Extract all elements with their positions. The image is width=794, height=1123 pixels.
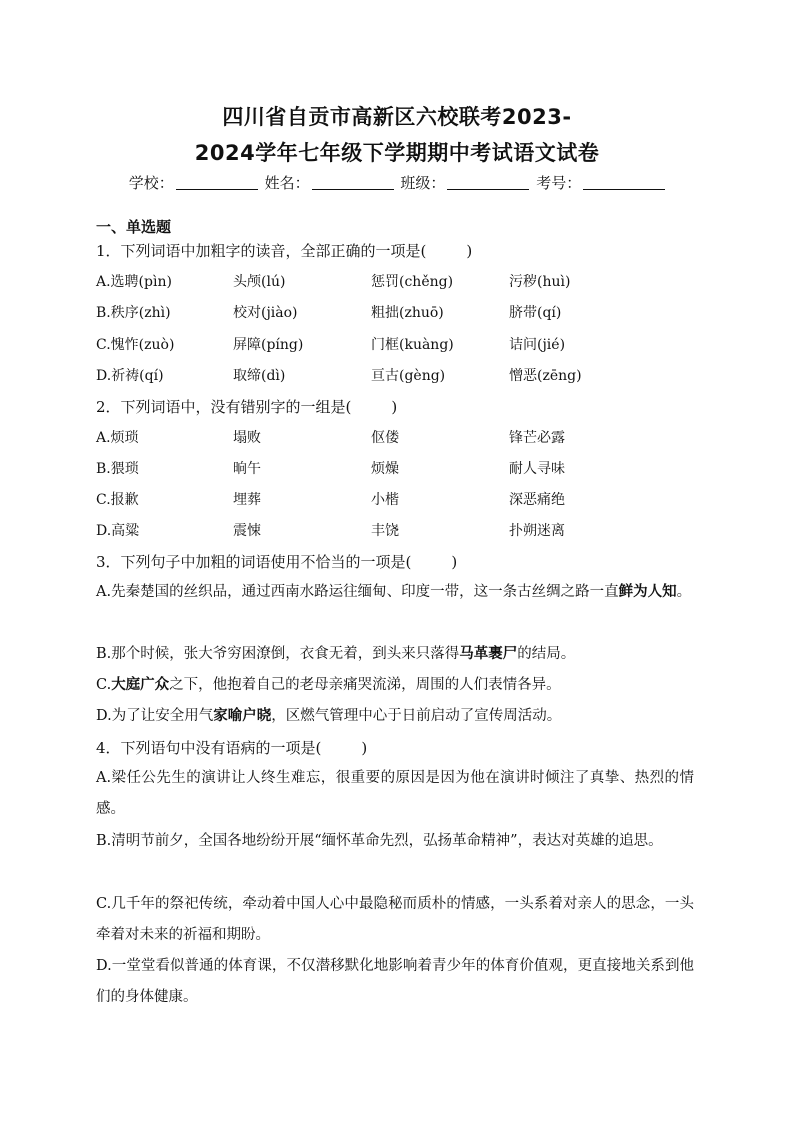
- exam-number-field: [536, 172, 665, 193]
- bold-phrase: 大庭广众: [111, 676, 170, 693]
- q3-option-c[interactable]: C.大庭广众之下，他抱着自己的老母亲痛哭流涕，周围的人们表情各异。: [96, 676, 561, 693]
- q1-option-a[interactable]: A.选聘(pìn): [96, 274, 172, 290]
- name-label: 姓名：: [264, 174, 310, 192]
- q1-option-a-item: 头颅(lú): [233, 274, 286, 290]
- q1-option-d-item: 憎恶(zēng): [509, 368, 582, 384]
- school-label: 学校：: [128, 174, 174, 192]
- name-blank[interactable]: [312, 175, 394, 190]
- q2-option-a[interactable]: A.烦琐: [96, 430, 139, 446]
- question-1-option-row: [96, 365, 716, 385]
- q4-option-b[interactable]: B.清明节前夕，全国各地纷纷开展“缅怀革命先烈，弘扬革命精神”，表达对英雄的追思。: [96, 833, 663, 849]
- q1-option-b-item: 脐带(qí): [509, 305, 562, 321]
- question-2-option-row: [96, 427, 716, 447]
- question-3-stem: 3．下列句子中加粗的词语使用不恰当的一项是( ): [96, 553, 458, 571]
- q2-option-d-item: 震悚: [233, 523, 261, 539]
- q1-option-a-item: 惩罚(chěng): [371, 274, 454, 290]
- q1-option-b-item: 校对(jiào): [233, 305, 298, 321]
- q2-option-c-item: 深恶痛绝: [509, 492, 565, 508]
- school-blank[interactable]: [176, 175, 258, 190]
- q2-option-c[interactable]: C.报歉: [96, 492, 139, 508]
- question-1-stem: 1．下列词语中加粗字的读音，全部正确的一项是( ): [96, 242, 473, 260]
- q2-option-b-item: 晌午: [233, 461, 261, 477]
- school-field: [129, 172, 258, 193]
- exam-title-line-1: 四川省自贡市高新区六校联考2023-: [222, 105, 572, 129]
- exam-title-line-2: 2024学年七年级下学期期中考试语文试卷: [194, 141, 600, 165]
- class-field: [400, 172, 529, 193]
- q1-option-d-item: 取缔(dì): [233, 368, 286, 384]
- q2-option-a-item: 伛偻: [371, 430, 399, 446]
- q3-option-d[interactable]: D.为了让安全用气家喻户晓，区燃气管理中心于日前启动了宣传周活动。: [96, 707, 562, 724]
- question-2-option-row: [96, 458, 716, 478]
- q3-option-a[interactable]: A.先秦楚国的丝织品，通过西南水路运往缅甸、印度一带，这一条古丝绸之路一直鲜为人知。: [96, 583, 692, 600]
- q4-option-a[interactable]: A.梁任公先生的演讲让人终生难忘，很重要的原因是因为他在演讲时倾注了真挚、热烈的情感。: [96, 770, 694, 817]
- exam-number-blank[interactable]: [583, 175, 665, 190]
- question-2-stem: 2．下列词语中，没有错别字的一组是( ): [96, 398, 398, 416]
- bold-phrase: 马革裹尸: [459, 645, 518, 662]
- q1-option-d[interactable]: D.祈祷(qí): [96, 368, 164, 384]
- class-blank[interactable]: [447, 175, 529, 190]
- q2-option-d-item: 扑朔迷离: [509, 523, 565, 539]
- q1-option-c[interactable]: C.愧怍(zuò): [96, 337, 175, 353]
- q2-option-c-item: 小楷: [371, 492, 399, 508]
- q4-option-d[interactable]: D.一堂堂看似普通的体育课，不仅潜移默化地影响着青少年的体育价值观，更直接地关系到他们的身体健康。: [96, 958, 694, 1005]
- question-2-option-row: [96, 520, 716, 540]
- q1-option-c-item: 门框(kuàng): [371, 337, 454, 353]
- q2-option-b[interactable]: B.猥琐: [96, 461, 139, 477]
- q1-option-a-item: 污秽(huì): [509, 274, 571, 290]
- q2-option-d-item: 丰饶: [371, 523, 399, 539]
- question-1-option-row: [96, 271, 716, 291]
- q3-option-b[interactable]: B.那个时候，张大爷穷困潦倒，衣食无着，到头来只落得马革裹尸的结局。: [96, 645, 576, 662]
- question-2-option-row: [96, 489, 716, 509]
- q2-option-a-item: 锋芒必露: [509, 430, 565, 446]
- q1-option-d-item: 亘古(gèng): [371, 368, 446, 384]
- q2-option-b-item: 耐人寻味: [509, 461, 565, 477]
- q2-option-d[interactable]: D.高粱: [96, 523, 140, 539]
- q1-option-b-item: 粗拙(zhuō): [371, 305, 444, 321]
- section-heading: 一、单选题: [96, 218, 172, 236]
- question-1-option-row: [96, 334, 716, 354]
- q4-option-c[interactable]: C.几千年的祭祀传统，牵动着中国人心中最隐秘而质朴的情感，一头系着对亲人的思念，一头牵着对未来的祈福和期盼。: [96, 896, 694, 943]
- question-4-stem: 4．下列语句中没有语病的一项是( ): [96, 739, 368, 757]
- q2-option-b-item: 烦燥: [371, 461, 399, 477]
- bold-phrase: 家喻户晓: [213, 707, 272, 724]
- q2-option-c-item: 埋葬: [233, 492, 261, 508]
- bold-phrase: 鲜为人知: [618, 583, 677, 600]
- q2-option-a-item: 塌败: [233, 430, 261, 446]
- class-label: 班级：: [400, 174, 446, 192]
- exam-number-label: 考号：: [536, 174, 582, 192]
- student-info-row: [0, 172, 794, 193]
- q1-option-b[interactable]: B.秩序(zhì): [96, 305, 171, 321]
- q1-option-c-item: 诘问(jié): [509, 337, 566, 353]
- name-field: [265, 172, 394, 193]
- q1-option-c-item: 屏障(píng): [233, 337, 304, 353]
- question-1-option-row: [96, 302, 716, 322]
